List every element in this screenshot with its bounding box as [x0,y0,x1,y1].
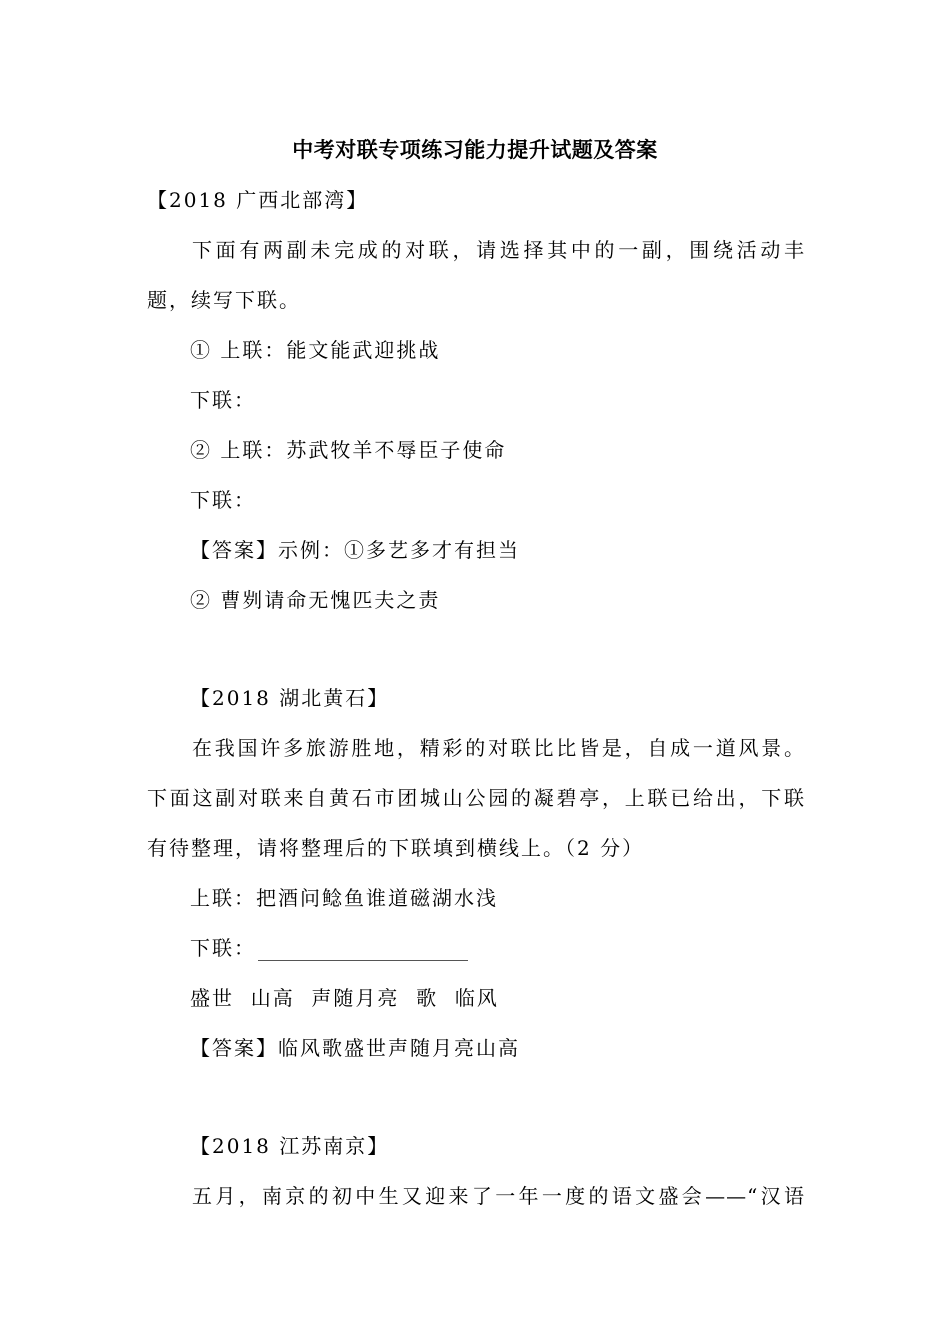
answer-text: ② 曹刿请命无愧匹夫之责 [190,588,441,612]
section-heading: 【2018 湖北黄石】 [190,686,390,710]
question-text: 有待整理，请将整理后的下联填到横线上。（2 分） [147,836,645,860]
question-text: 在我国许多旅游胜地，精彩的对联比比皆是，自成一道风景。 [192,736,805,760]
section-heading: 【2018 江苏南京】 [190,1134,390,1158]
page-title: 中考对联专项练习能力提升试题及答案 [292,138,658,162]
couplet-fragments: 盛世 山高 声随月亮 歌 临风 [190,986,499,1010]
answer-text: 【答案】临风歌盛世声随月亮山高 [190,1036,520,1060]
question-text: 题，续写下联。 [147,288,301,312]
lower-couplet-label: 下联： [190,488,256,512]
answer-text: 【答案】示例：①多艺多才有担当 [190,538,520,562]
question-text: 下面这副对联来自黄石市团城山公园的凝碧亭，上联已给出，下联 [147,786,805,810]
lower-couplet-row [190,930,468,966]
upper-couplet: ② 上联：苏武牧羊不辱臣子使命 [190,438,507,462]
lower-couplet-label: 下联： [190,936,256,960]
upper-couplet: ① 上联：能文能武迎挑战 [190,338,441,362]
section-heading: 【2018 广西北部湾】 [147,188,369,212]
lower-couplet-label: 下联： [190,388,256,412]
answer-blank-line [258,938,468,961]
question-text: 下面有两副未完成的对联，请选择其中的一副，围绕活动丰 [192,238,805,262]
upper-couplet: 上联：把酒问鲶鱼谁道磁湖水浅 [190,886,498,910]
question-text: 五月，南京的初中生又迎来了一年一度的语文盛会——“汉语 [192,1184,805,1208]
